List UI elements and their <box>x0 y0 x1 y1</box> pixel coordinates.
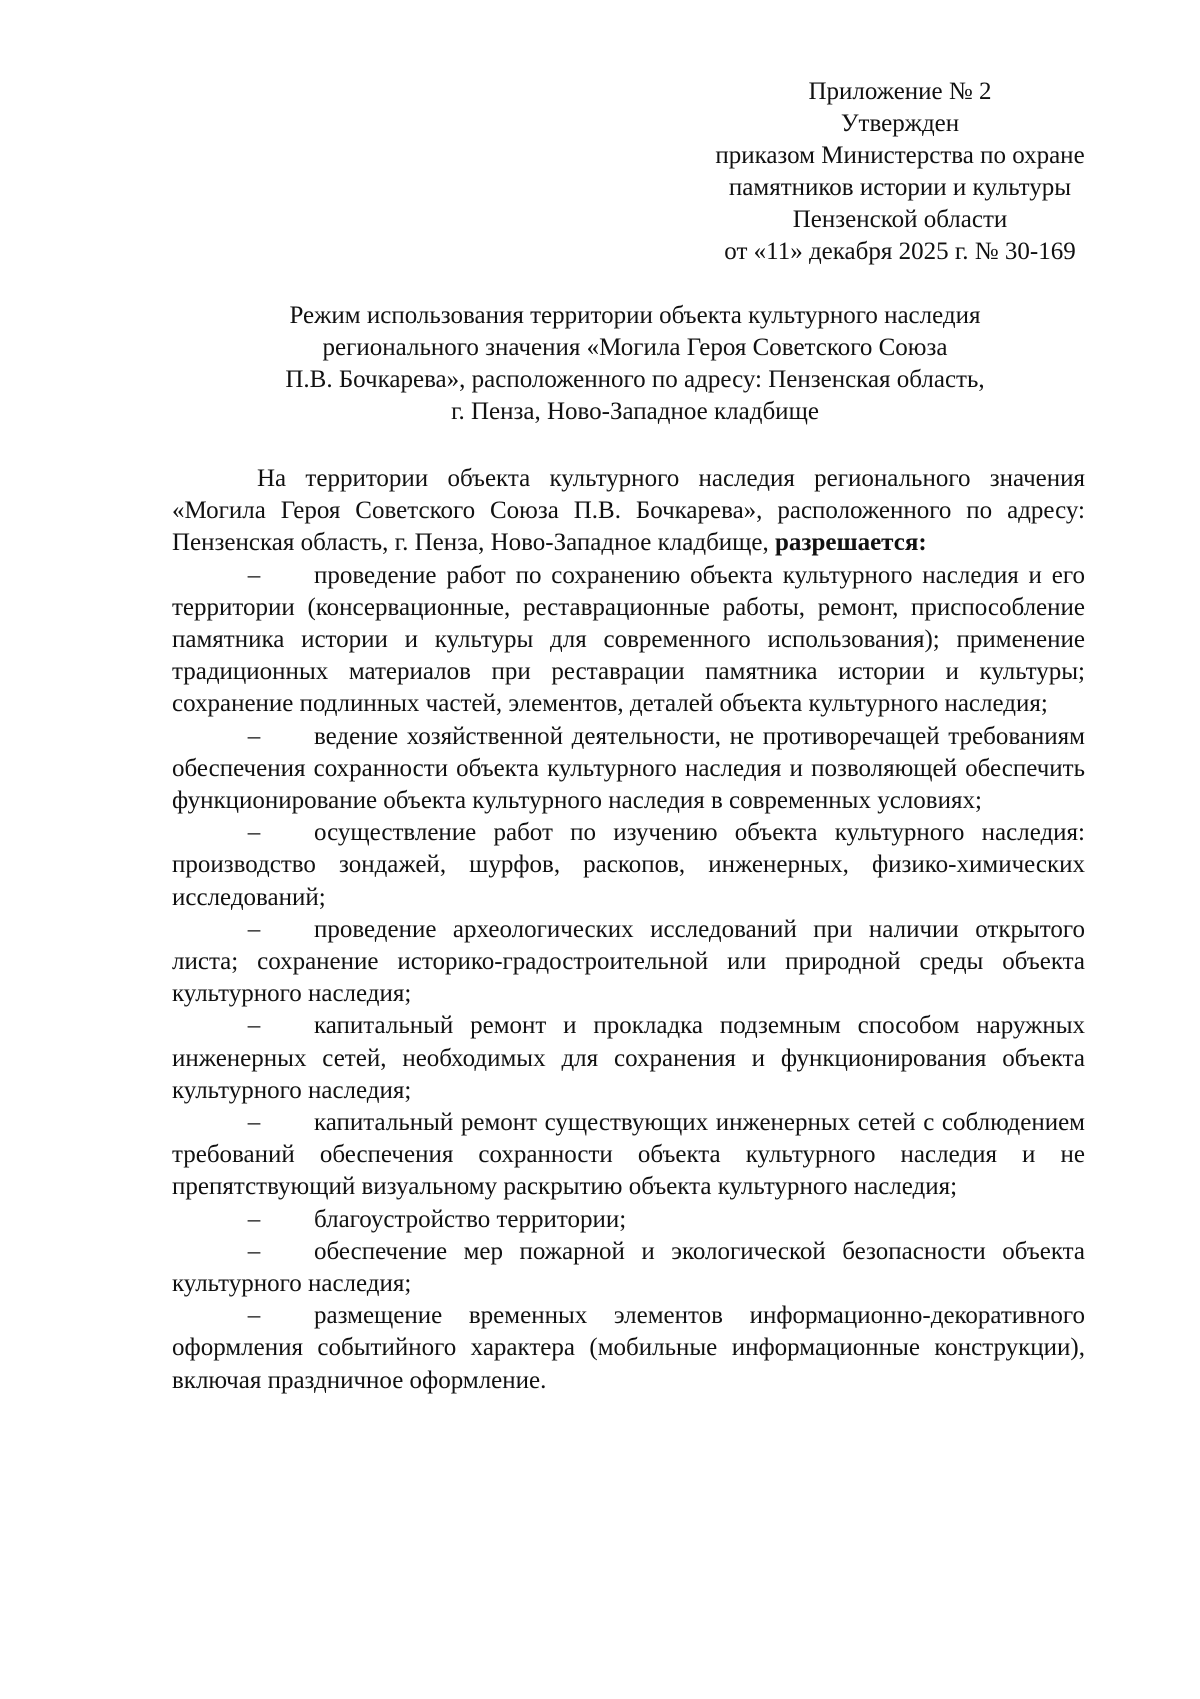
dash-bullet: – <box>247 915 261 943</box>
approval-order-line: памятников истории и культуры <box>728 174 1072 201</box>
list-item <box>172 560 1085 721</box>
approval-order-line: приказом Министерства по охране <box>715 142 1085 169</box>
list-item <box>172 1107 1085 1204</box>
document-body <box>172 463 1085 1397</box>
list-item-text: капитальный ремонт и прокладка подземным способом наружных инженерных сетей, необходимых для сохранения и функционирования объекта культурного наследия; <box>172 1012 1085 1104</box>
title-line: регионального значения «Могила Героя Советского Союза <box>322 334 948 361</box>
appendix-number: Приложение № 2 <box>808 78 992 105</box>
list-item <box>172 914 1085 1011</box>
intro-paragraph <box>172 463 1085 560</box>
title-line: П.В. Бочкарева», расположенного по адресу: Пензенская область, <box>285 366 985 393</box>
dash-bullet: – <box>247 722 261 750</box>
list-item <box>172 721 1085 818</box>
list-item-text: проведение работ по сохранению объекта культурного наследия и его территории (консервационные, реставрационные работы, ремонт, приспособление памятника истории и культуры для современного использования); применение традиционных материалов при реставрации памятника истории и культуры; сохранение подлинных частей, элементов, деталей объекта культурного наследия; <box>172 561 1085 718</box>
dash-bullet: – <box>247 1205 261 1233</box>
list-item <box>172 1010 1085 1107</box>
title-line: г. Пенза, Ново-Западное кладбище <box>451 398 819 425</box>
list-item <box>172 1300 1085 1397</box>
approval-date-number: от «11» декабря 2025 г. № 30-169 <box>724 238 1076 265</box>
list-item <box>172 1204 1085 1236</box>
list-item <box>172 817 1085 914</box>
list-item-text: осуществление работ по изучению объекта культурного наследия: производство зондажей, шурфов, раскопов, инженерных, физико-химических исследований; <box>172 819 1085 911</box>
dash-bullet: – <box>247 1302 261 1330</box>
dash-bullet: – <box>247 1237 261 1265</box>
approval-region: Пензенской области <box>792 206 1008 233</box>
list-item-text: благоустройство территории; <box>314 1205 627 1233</box>
dash-bullet: – <box>247 1109 261 1137</box>
document-title <box>170 300 1100 428</box>
list-item-text: ведение хозяйственной деятельности, не противоречащей требованиям обеспечения сохранности объекта культурного наследия и позволяющей обеспечить функционирование объекта культурного наследия в современных условиях; <box>172 722 1085 815</box>
list-item <box>172 1236 1085 1300</box>
dash-bullet: – <box>247 561 261 589</box>
dash-bullet: – <box>247 819 261 847</box>
list-item-text: обеспечение мер пожарной и экологической безопасности объекта культурного наследия; <box>172 1237 1085 1298</box>
permitted-label: разрешается: <box>775 529 927 557</box>
intro-text: На территории объекта культурного наследия регионального значения «Могила Героя Советского Союза П.В. Бочкарева», расположенного по адресу: Пензенская область, г. Пенза, Ново-Западное кладбище, <box>172 465 1085 557</box>
list-item-text: проведение археологических исследований при наличии открытого листа; сохранение историко-градостроительной или природной среды объекта культурного наследия; <box>172 915 1085 1008</box>
approved-label: Утвержден <box>840 110 960 137</box>
dash-bullet: – <box>247 1012 261 1040</box>
approval-block <box>690 76 1110 268</box>
title-line: Режим использования территории объекта культурного наследия <box>289 302 981 329</box>
list-item-text: капитальный ремонт существующих инженерных сетей с соблюдением требований обеспечения сохранности объекта культурного наследия и не препятствующий визуальному раскрытию объекта культурного наследия; <box>172 1109 1085 1201</box>
list-item-text: размещение временных элементов информационно-декоративного оформления событийного характера (мобильные информационные конструкции), включая праздничное оформление. <box>172 1302 1085 1394</box>
